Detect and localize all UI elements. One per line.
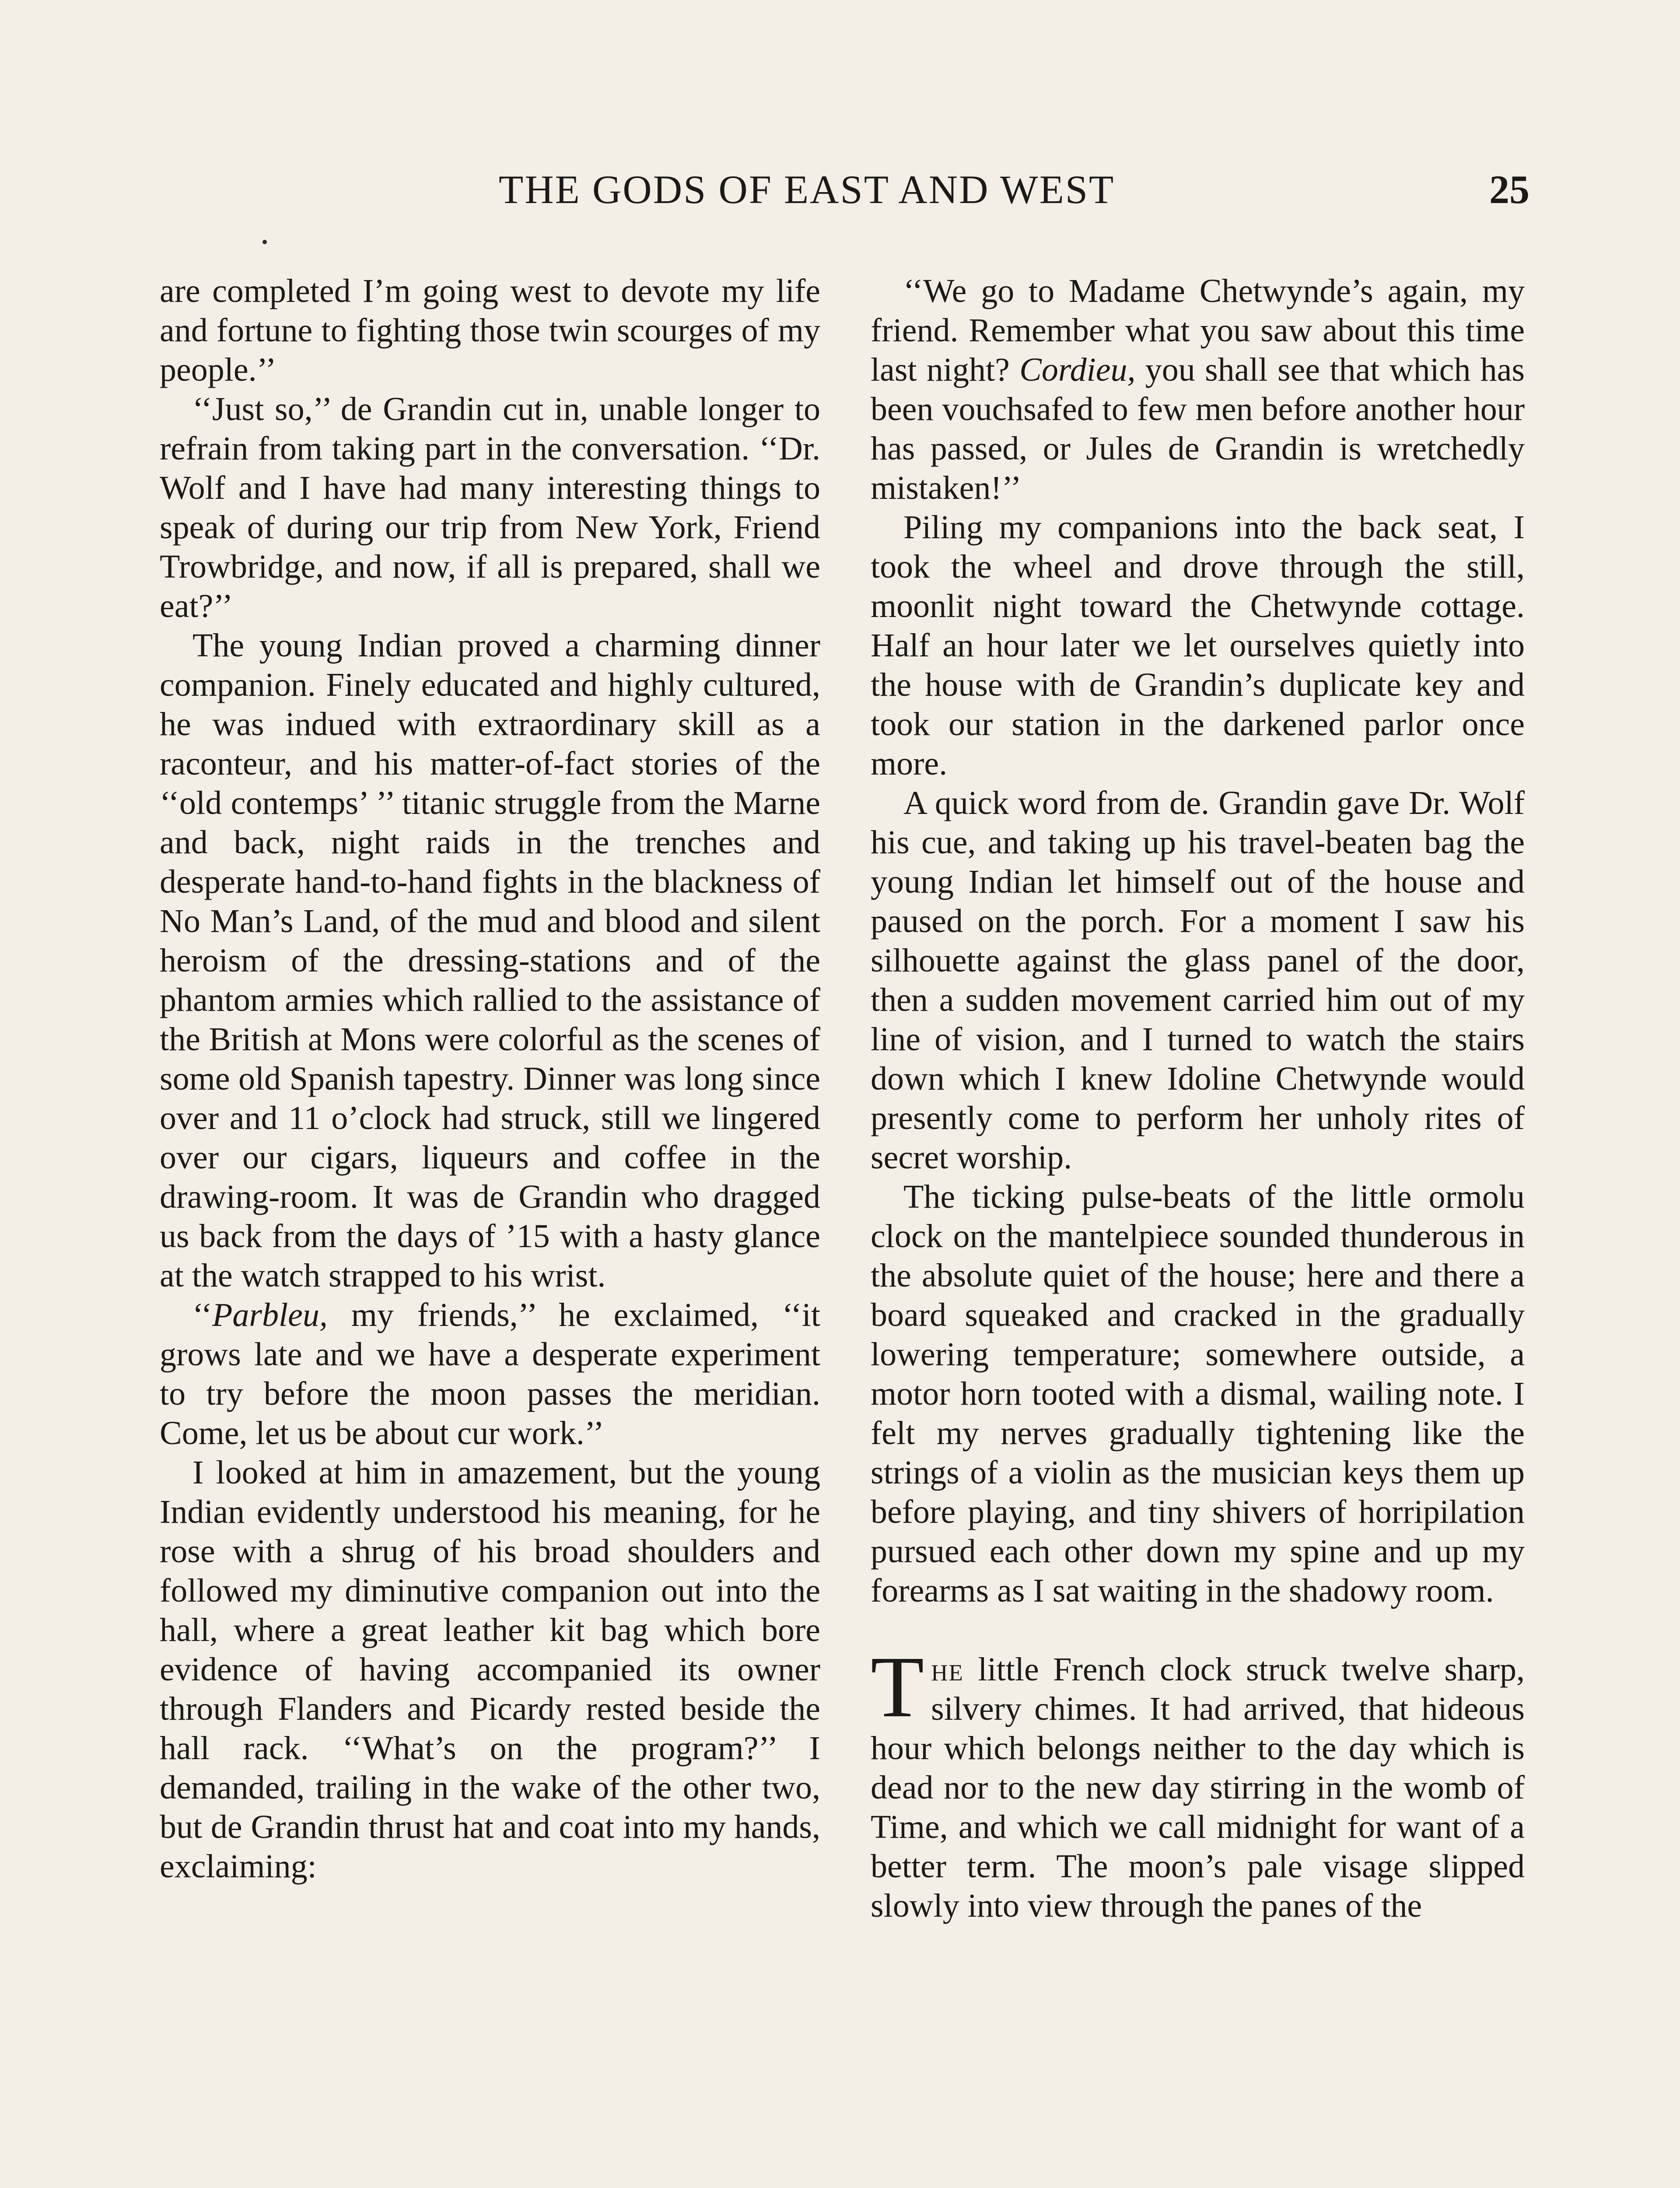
italic-exclamation: Cordieu, (1019, 351, 1136, 388)
small-caps-lead: he (931, 1651, 964, 1688)
drop-cap: T (871, 1639, 924, 1736)
right-text-column (871, 271, 1525, 1925)
running-title: THE GODS OF EAST AND WEST (499, 167, 1115, 212)
paragraph-text: little French clock struck twelve sharp, silvery chimes. It had arrived, that hideous hour which belongs neither to the day which is dead nor to the new day stirring in the womb of Time, and which we call midnight for want of a better term. The moon’s pale visage slipped slowly into view through the panes of the (871, 1651, 1525, 1924)
paragraph: The young Indian proved a charming dinner companion. Finely educated and highly cultured, he was indued with extraordinary skill as a raconteur, and his matter-of-fact stories of the ‘‘old contemps’ ’’ titanic struggle from the Marne and back, night raids in the trenches and desperate hand-to-hand fights in the blackness of No Man’s Land, of the mud and blood and silent heroism of the dressing-stations and of the phantom armies which rallied to the assistance of the British at Mons were colorful as the scenes of some old Spanish tapestry. Dinner was long since over and 11 o’clock had struck, still we lingered over our cigars, liqueurs and coffee in the drawing-room. It was de Grandin who dragged us back from the days of ’15 with a hasty glance at the watch strapped to his wrist. (160, 627, 820, 1294)
paragraph: The ticking pulse-beats of the little ormolu clock on the mantelpiece sounded thunderous in the absolute quiet of the house; here and there a board squeaked and cracked in the gradually lowering temperature; somewhere outside, a motor horn tooted with a dismal, wailing note. I felt my nerves gradually tightening like the strings of a violin as the musician keys them up before playing, and tiny shivers of horripilation pursued each other down my spine and up my forearms as I sat waiting in the shadowy room. (871, 1178, 1525, 1609)
section-opening-paragraph (871, 1639, 1525, 1925)
paragraph-text: you shall see that which has been vouchsafed to few men before another hour has passed, or Jules de Grandin is wretchedly mistaken!’’ (871, 351, 1525, 506)
paragraph: are completed I’m going west to devote my life and fortune to fighting those twin scourges of my people.’’ (160, 273, 820, 388)
paragraph-text: my friends,’’ he exclaimed, ‘‘it grows late and we have a desperate experiment to try before the moon passes the meridian. Come, let us be about cur work.’’ (160, 1297, 820, 1452)
page-number: 25 (1489, 167, 1530, 212)
paragraph: ‘‘Just so,’’ de Grandin cut in, unable longer to refrain from taking part in the conversation. ‘‘Dr. Wolf and I have had many interesting things to speak of during our trip from New York, Friend Trowbridge, and now, if all is prepared, shall we eat?’’ (160, 391, 820, 624)
paragraph-cordieu (871, 271, 1525, 508)
italic-exclamation: Parbleu, (212, 1297, 328, 1333)
paragraph: Piling my companions into the back seat, I took the wheel and drove through the still, moonlit night toward the Chetwynde cottage. Half an hour later we let ourselves quietly into the house with de Grandin’s duplicate key and took our station in the darkened parlor once more. (871, 509, 1525, 782)
left-text-column (160, 271, 820, 1886)
paragraph-text: ‘‘We go to Madame Chetwynde’s again, my friend. Remember what you saw about this time last night? (871, 273, 1525, 388)
paragraph: A quick word from de. Grandin gave Dr. Wolf his cue, and taking up his travel-beaten bag the young Indian let himself out of the house and paused on the porch. For a moment I saw his silhouette against the glass panel of the door, then a sudden movement carried him out of my line of vision, and I turned to watch the stairs down which I knew Idoline Chetwynde would presently come to perform her unholy rites of secret worship. (871, 785, 1525, 1176)
paragraph: I looked at him in amazement, but the young Indian evidently understood his meaning, for he rose with a shrug of his broad shoulders and followed my diminutive companion out into the hall, where a great leather kit bag which bore evidence of having accompanied its owner through Flanders and Picardy rested beside the hall rack. ‘‘What’s on the program?’’ I demanded, trailing in the wake of the other two, but de Grandin thrust hat and coat into my hands, exclaiming: (160, 1454, 820, 1885)
paragraph-parbleu (160, 1295, 820, 1453)
stray-ink-mark (262, 240, 267, 244)
quote-open: ‘‘ (192, 1297, 212, 1333)
